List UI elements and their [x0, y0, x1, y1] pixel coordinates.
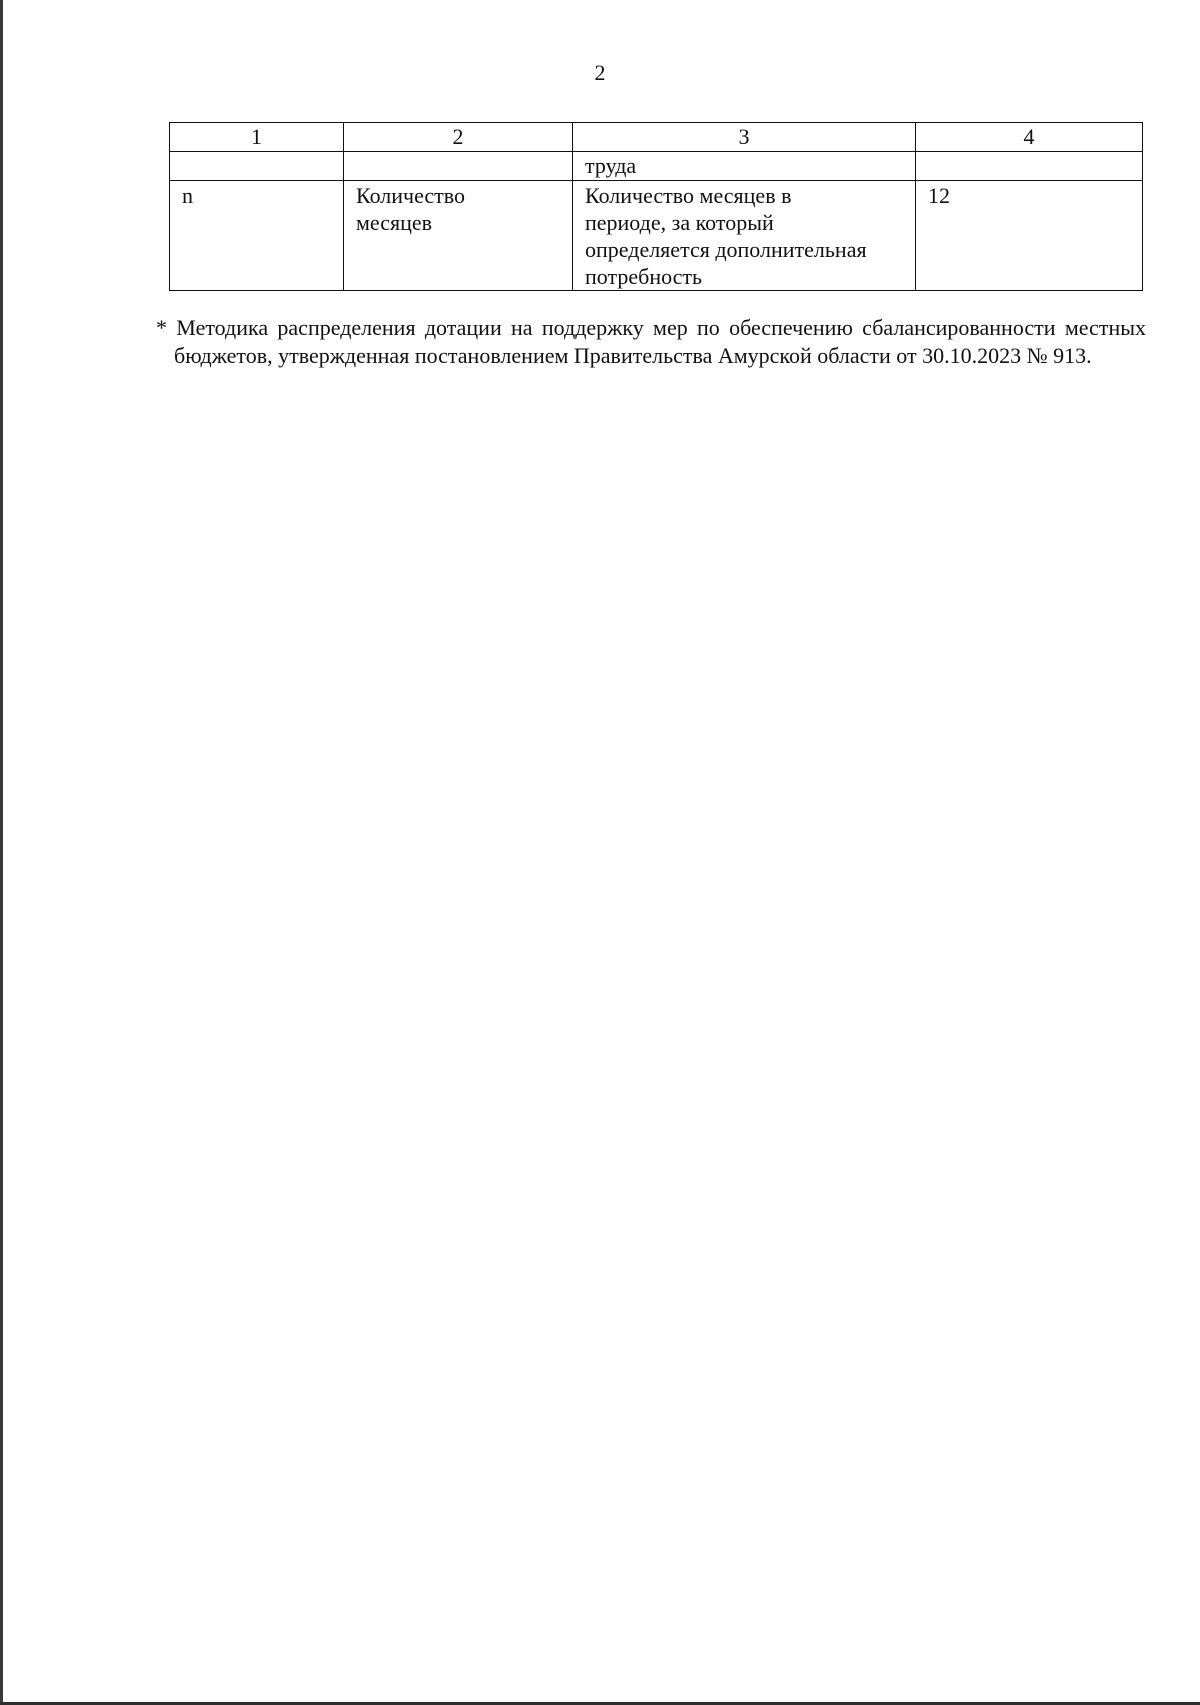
desc-line-3: определяется дополнительная [585, 237, 867, 262]
table-header-row [170, 123, 1143, 152]
cont-cell-4 [916, 152, 1143, 181]
page-number-text: 2 [594, 60, 606, 85]
header-col-3: 3 [573, 123, 916, 152]
data-table [169, 122, 1143, 291]
cont-cell-2 [344, 152, 573, 181]
cell-symbol [170, 181, 344, 291]
header-col-2: 2 [344, 123, 573, 152]
name-line-1: Количество [356, 183, 466, 208]
footnote-line-2: бюджетов, утвержденная постановлением Правительства Амурской области от 30.10.2023 № 913. [174, 343, 1092, 368]
cell-description [573, 181, 916, 291]
footnote-line-1: * Методика распределения дотации на поддержку мер по обеспечению сбалансированности местных [156, 315, 1146, 340]
table-row-continuation [170, 152, 1143, 181]
footnote [156, 314, 1146, 370]
cell-value [916, 181, 1143, 291]
desc-line-1: Количество месяцев в [585, 183, 792, 208]
scan-edge-left [0, 0, 3, 1705]
value-text: 12 [928, 183, 950, 208]
cont-cell-3: труда [573, 152, 916, 181]
desc-line-4: потребность [585, 264, 703, 289]
table-row [170, 181, 1143, 291]
name-line-2: месяцев [356, 210, 433, 235]
header-col-1: 1 [170, 123, 344, 152]
cell-name [344, 181, 573, 291]
cont-cell-1 [170, 152, 344, 181]
desc-line-2: периоде, за который [585, 210, 774, 235]
symbol-text: n [182, 183, 193, 208]
page-number [0, 60, 1200, 86]
header-col-4: 4 [916, 123, 1143, 152]
